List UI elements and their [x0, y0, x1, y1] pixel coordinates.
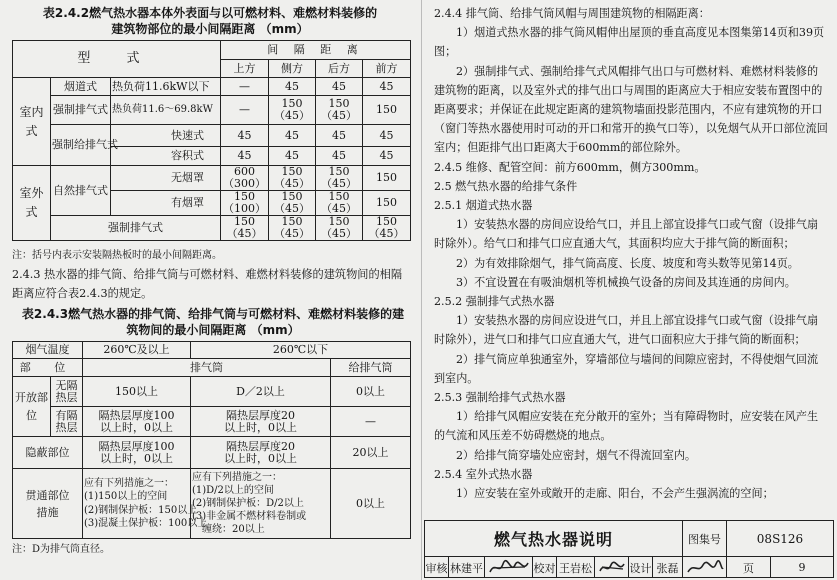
- title-block-row-1: [425, 521, 833, 557]
- header-front: 前方: [363, 60, 411, 78]
- paragraph: 2.5.2 强制排气式热水器: [434, 295, 555, 309]
- cell: 150 （45）: [269, 166, 316, 191]
- table-2-4-3-title: [8, 306, 418, 338]
- signature-mark: [597, 559, 627, 577]
- row-sub: 有烟罩: [111, 191, 221, 216]
- cell: 隔热层厚度100 以上时，0以上: [83, 407, 191, 437]
- title-line-1: 表2.4.3燃气热水器的排气筒、给排气筒与可燃材料、难燃材料装修的建: [21, 307, 405, 321]
- para-2-4-3: 2.4.3 热水器的排气筒、给排气筒与可燃材料、难燃材料装修的建筑物间的相隔距离应符合表2.4.3的规定。: [12, 268, 403, 301]
- header-back: 后方: [316, 60, 363, 78]
- checker-signature: [595, 557, 629, 578]
- cell: 0以上: [331, 377, 411, 407]
- cell: 应有下列措施之一： (1)D/2以上的空间 (2)钢制保护板：D/2以上 (3)非金属不燃材料卷制或 缠绕：20以上: [191, 469, 331, 539]
- table-2-4-2: [12, 40, 411, 241]
- header-260-above: 260℃及以上: [83, 342, 191, 359]
- cell: 20以上: [331, 437, 411, 469]
- header-260-below: 260℃以下: [191, 342, 411, 359]
- row-sub: 容积式: [111, 147, 221, 166]
- atlas-number: 08S126: [756, 531, 804, 546]
- row-sub: 热负荷11.6～69.8kW: [111, 96, 221, 125]
- paragraph: 1）安装热水器的房间应设进气口，并且上部宜设排气口或气窗（设排气扇时除外），进气口和排气口应直通大气，进气口面积应大于排气筒的断面积；: [434, 314, 819, 347]
- row-sub: 无烟罩: [111, 166, 221, 191]
- drawing-name: 燃气热水器说明: [425, 521, 683, 556]
- right-text: [434, 4, 828, 503]
- through-part: 贯通部位 措施: [13, 469, 83, 539]
- header-type: 型 式: [13, 41, 221, 78]
- cell: 45: [269, 125, 316, 147]
- cell: 45: [316, 78, 363, 96]
- has-insulation: 有隔热层: [51, 407, 83, 437]
- cell: 150 （45）: [316, 191, 363, 216]
- paragraph: 2）排气筒应单独通室外，穿墙部位与墙间的间隙应密封，不得使烟气回流到室内。: [434, 352, 819, 385]
- paragraph: 2.5.3 强制给排气式热水器: [434, 391, 566, 405]
- signature-mark: [685, 559, 725, 577]
- paragraph: 1）给排气风帽应安装在充分敞开的室外；当有障碍物时，应安装在风产生的气流和风压差不妨碍燃烧的地点。: [434, 410, 819, 443]
- cell: 600 （300）: [221, 166, 269, 191]
- row-label: 强制排气式: [51, 216, 221, 241]
- cell: —: [221, 96, 269, 125]
- cell: 45: [221, 125, 269, 147]
- paragraph: 1）安装热水器的房间应设给气口，并且上部宜设排气口或气窗（设排气扇时除外）。给气口和排气口应直通大气，其面积均应大于排气筒的断面积；: [434, 218, 819, 251]
- header-temp: 烟气温度: [13, 342, 83, 359]
- check-label: 校对: [533, 557, 557, 578]
- cell: 150: [363, 191, 411, 216]
- paragraph: 2.5 燃气热水器的给排气条件: [434, 179, 578, 193]
- group-indoor: 室内式: [13, 78, 51, 166]
- page-label: 页: [727, 557, 771, 578]
- row-label: 自然排气式: [51, 166, 111, 216]
- cell: 45: [316, 125, 363, 147]
- paragraph: 2）强制排气式、强制给排气式风帽排气出口与可燃材料、难燃材料装修的建筑物的距离，以及室外式的排气出口与周围的距离应大于相应安装布置图中的距离要求；并保证在此规定距离的建筑物墙面投影范围内，不应有建筑物的开口（窗门等热水器使用时可动的开口和常开的换气口等），以免烟气从开口部位流回室内；但距排气出口距离大于600mm的部位除外。: [434, 64, 828, 155]
- atlas-label: 图集号: [683, 521, 727, 556]
- cell: 45: [363, 125, 411, 147]
- header-side: 侧方: [269, 60, 316, 78]
- paragraph: 2）给排气筒穿墙处应密封，烟气不得流回室内。: [456, 448, 697, 462]
- cell: 150: [363, 166, 411, 191]
- cell: 隔热层厚度100 以上时，0以上: [83, 437, 191, 469]
- cell: 45: [363, 147, 411, 166]
- cell: 150 （45）: [316, 216, 363, 241]
- cell: 隔热层厚度20 以上时，0以上: [191, 437, 331, 469]
- header-coax: 给排气筒: [331, 359, 411, 377]
- reviewer-name: 林建平: [449, 557, 485, 578]
- row-label: 强制给排气式: [51, 125, 111, 166]
- review-label: 审核: [425, 557, 449, 578]
- title-block-row-2: [425, 557, 833, 578]
- cell: 150 （45）: [269, 96, 316, 125]
- cell: 0以上: [331, 469, 411, 539]
- cell: 45: [316, 147, 363, 166]
- header-up: 上方: [221, 60, 269, 78]
- title-line-2: 建筑物部位的最小间隔距离 （mm）: [111, 22, 309, 36]
- reviewer-signature: [485, 557, 533, 578]
- row-sub: 热负荷11.6kW以下: [111, 78, 221, 96]
- title-line-2: 筑物间的最小间隔距离 （mm）: [126, 323, 300, 337]
- cell: 150: [363, 96, 411, 125]
- title-line-1: 表2.4.2燃气热水器本体外表面与以可燃材料、难燃材料装修的: [42, 6, 378, 20]
- group-outdoor: 室外式: [13, 166, 51, 241]
- paragraph: 2.5.4 室外式热水器: [434, 467, 533, 481]
- hidden-part: 隐蔽部位: [13, 437, 83, 469]
- cell: 150 （100）: [221, 191, 269, 216]
- cell: 150以上: [83, 377, 191, 407]
- table-2-4-2-note: 注：括号内表示安装隔热板时的最小间隔距离。: [12, 250, 222, 261]
- paragraph: 3）不宜设置在有吸油烟机等机械换气设备的房间及其连通的房间内。: [456, 275, 796, 289]
- table-2-4-3: [12, 341, 411, 539]
- cell: 45: [221, 147, 269, 166]
- header-distance: 间 隔 距 离: [221, 41, 411, 60]
- header-part: 部 位: [13, 359, 83, 377]
- header-flue: 排气筒: [83, 359, 331, 377]
- designer-name: 张磊: [653, 557, 683, 578]
- cell: 隔热层厚度20 以上时，0以上: [191, 407, 331, 437]
- design-label: 设计: [629, 557, 653, 578]
- cell: 应有下列措施之一： (1)150以上的空间 (2)钢制保护板：150以上 (3)混凝土保护板：100以上: [83, 469, 191, 539]
- table-2-4-2-title: [20, 5, 400, 37]
- row-label: 烟道式: [51, 78, 111, 96]
- cell: —: [221, 78, 269, 96]
- cell: 150 （45）: [221, 216, 269, 241]
- cell: 150 （45）: [316, 166, 363, 191]
- row-label: 强制排气式: [51, 96, 111, 125]
- cell: 150 （45）: [269, 216, 316, 241]
- title-block: [424, 520, 834, 578]
- page-number: 9: [798, 561, 806, 574]
- cell: D／2以上: [191, 377, 331, 407]
- right-column: [422, 0, 837, 580]
- designer-signature: [683, 557, 727, 578]
- cell: 45: [269, 147, 316, 166]
- checker-name: 王岩松: [557, 557, 595, 578]
- cell: 45: [363, 78, 411, 96]
- paragraph: 2.4.4 排气筒、给排气筒风帽与周围建筑物的相隔距离：: [434, 7, 710, 20]
- row-sub: 快速式: [111, 125, 221, 147]
- open-part: 开放部位: [13, 377, 51, 437]
- cell: 150 （45）: [363, 216, 411, 241]
- cell: —: [331, 407, 411, 437]
- signature-mark: [487, 559, 531, 577]
- paragraph: 2）为有效排除烟气，排气筒高度、长度、坡度和弯头数等见第14页。: [456, 256, 799, 270]
- cell: 150 （45）: [316, 96, 363, 125]
- paragraph: 2.4.5 维修、配管空间：前方600mm，侧方300mm。: [434, 160, 706, 174]
- table-2-4-3-note: 注：D为排气筒直径。: [12, 544, 111, 555]
- no-insulation: 无隔热层: [51, 377, 83, 407]
- paragraph: 2.5.1 烟道式热水器: [434, 199, 533, 213]
- paragraph: 1）烟道式热水器的排气筒风帽伸出屋顶的垂直高度见本图集第14页和39页图；: [434, 26, 825, 59]
- cell: 150 （45）: [269, 191, 316, 216]
- paragraph: 1）应安装在室外或敞开的走廊、阳台，不会产生强涡流的空间；: [456, 487, 774, 501]
- cell: 45: [269, 78, 316, 96]
